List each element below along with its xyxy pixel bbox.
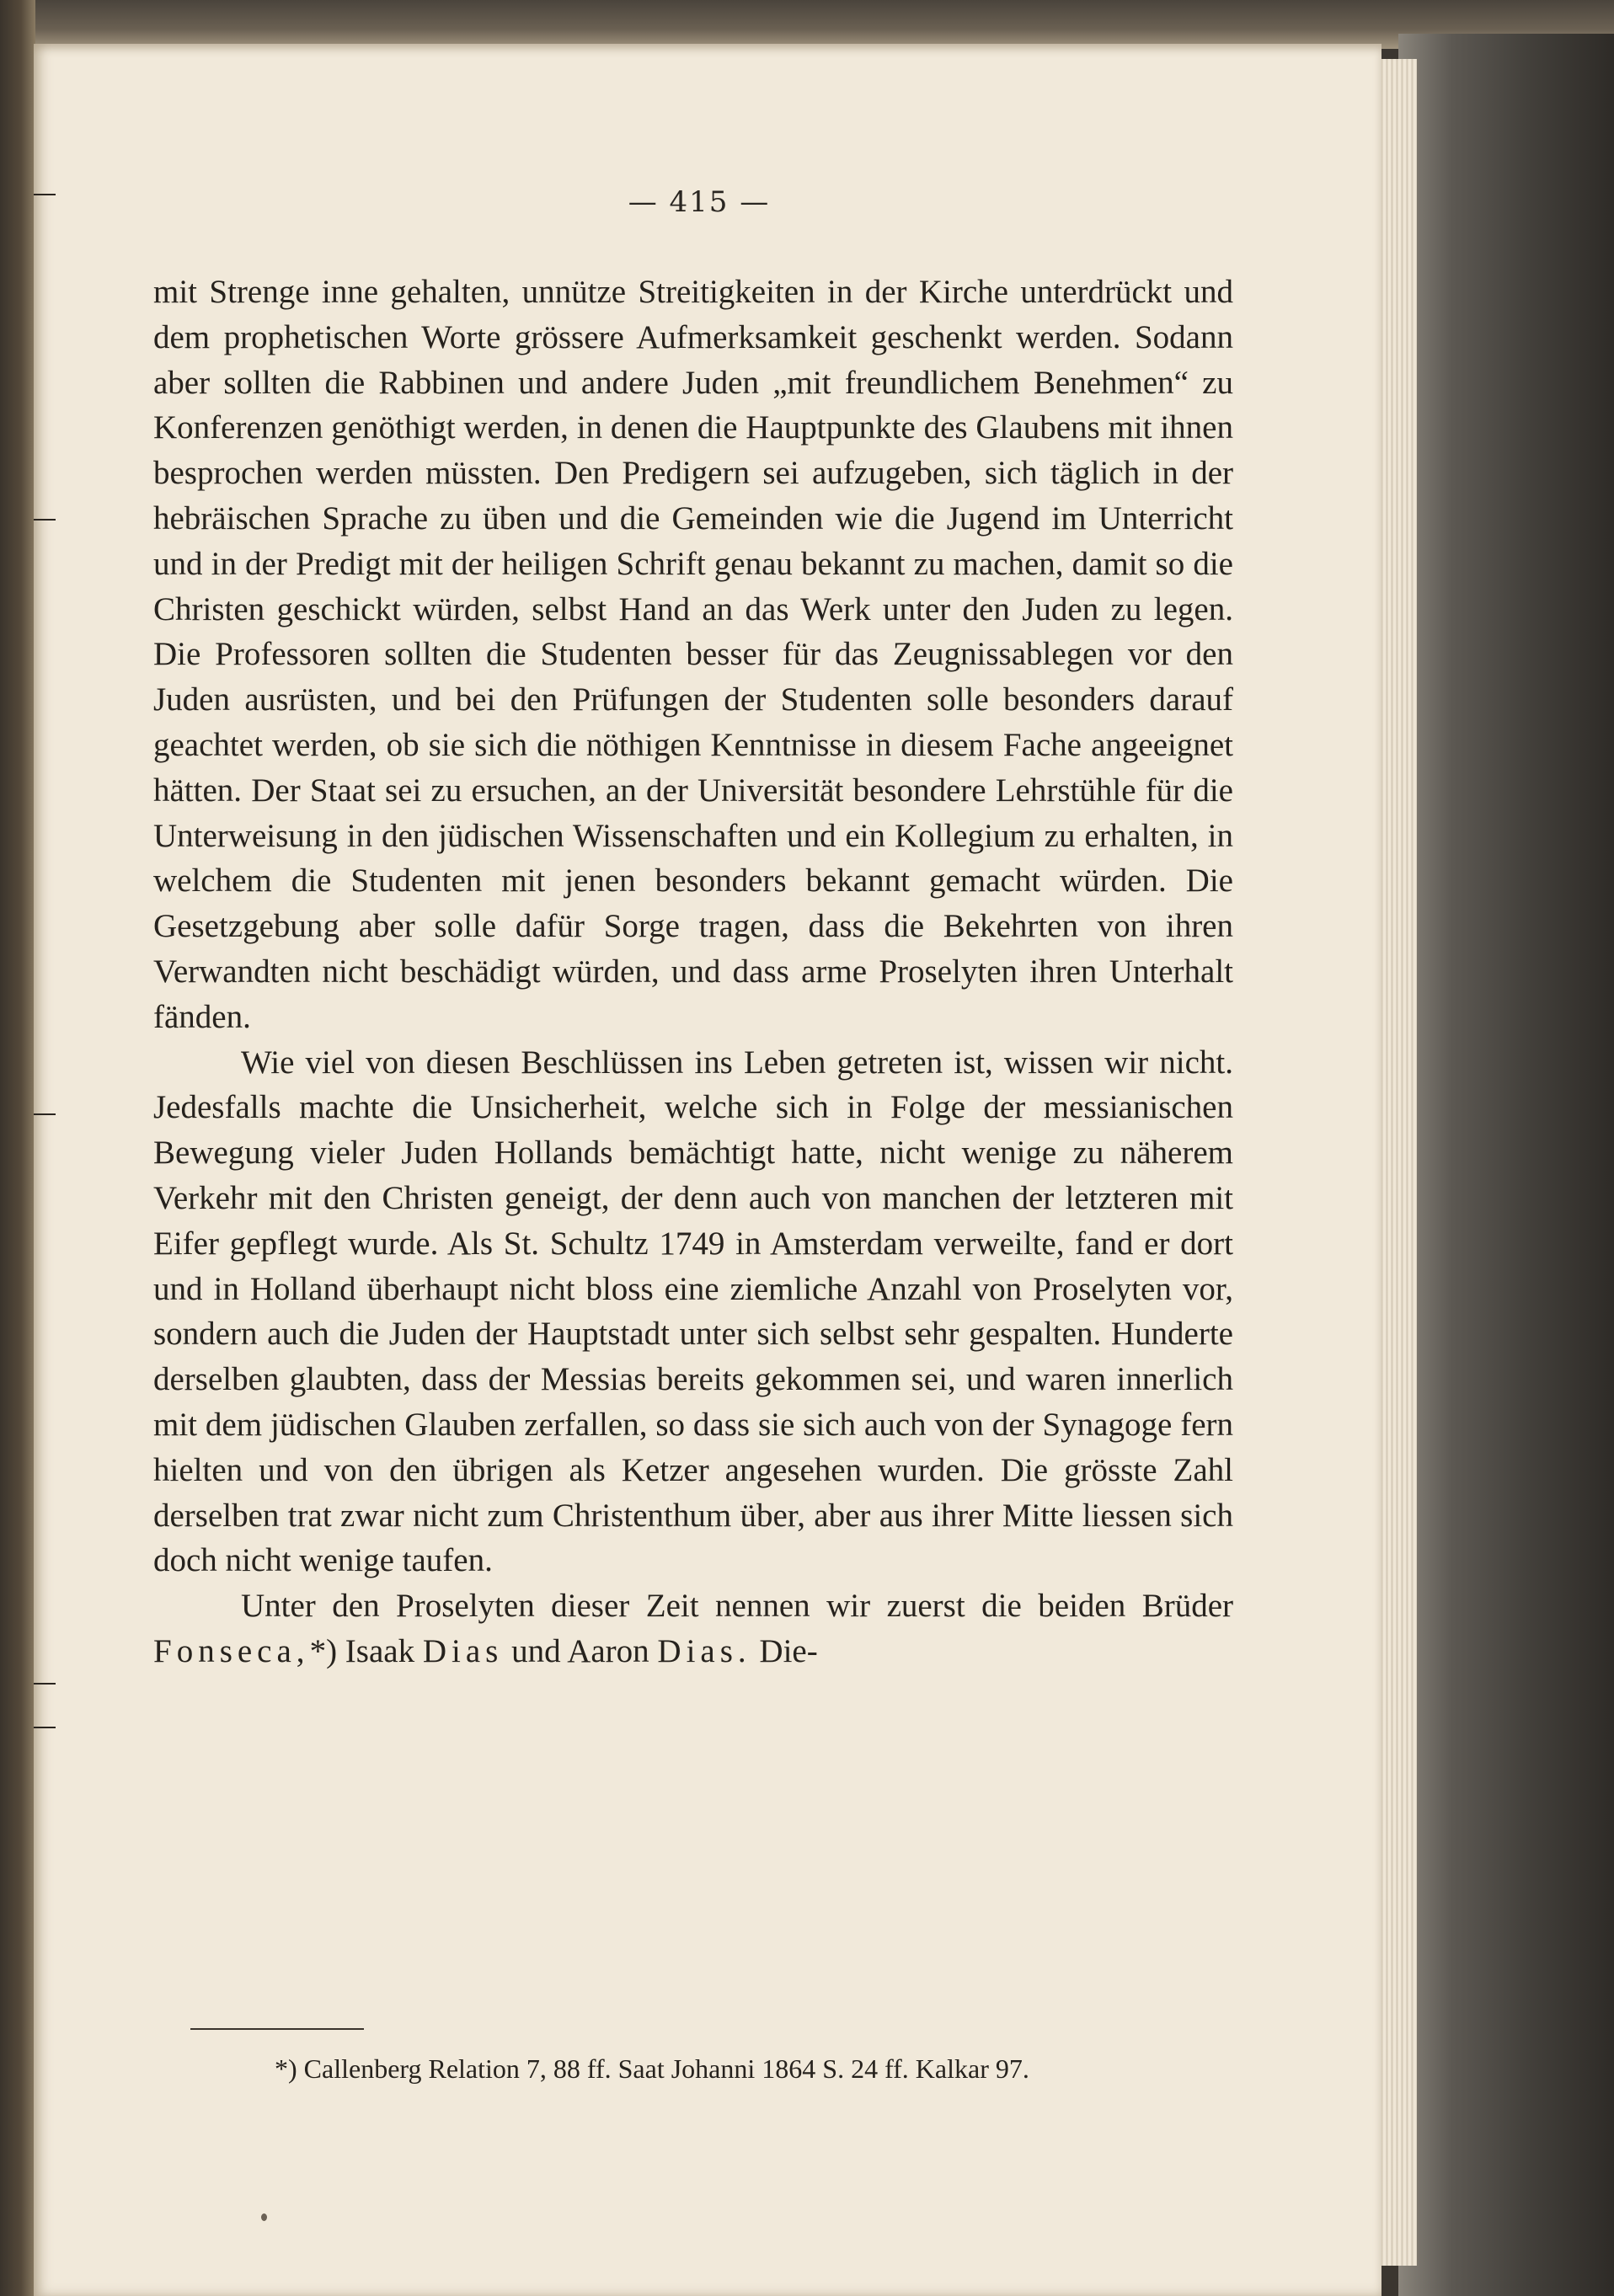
text-segment: Die- <box>751 1632 818 1669</box>
emphasized-name: Dias <box>422 1632 504 1669</box>
page-number: — 415 — <box>628 185 771 219</box>
text-segment: mit Strenge inne gehalten, unnütze Streitigkeiten in der Kirche unterdrückt und dem prophetischen Worte grössere Aufmerksamkeit geschenkt werden. Sodann aber sollten die Rabbinen und andere Juden „mit freundlichem Benehmen“ zu Konferenzen genöthigt werden, in denen die Hauptpunkte des Glaubens mit ihnen besprochen werden müssten. Den Predigern sei aufzugeben, sich täglich in der hebräischen Sprache zu üben und die Gemeinden wie die Jugend im Unterricht und in der Predigt mit der heiligen Schrift genau bekannt zu machen, damit so die Christen geschickt würden, selbst Hand an das Werk unter den Juden zu legen. Die Professoren sollten die Studenten besser für das Zeugnissablegen vor den Juden ausrüsten, und bei den Prüfungen der Studenten solle besonders darauf geachtet werden, ob sie sich die nöthigen Kenntnisse in diesem Fache angeeignet hätten. Der Staat sei zu ersuchen, an der Universität besondere Lehrstühle für die Unterweisung in den jüdischen Wissenschaften und ein Kollegium zu erhalten, in welchem die Studenten mit jenen besonders bekannt gemacht würden. Die Gesetzgebung aber solle dafür Sorge tragen, dass die Bekehrten von ihren Verwandten nicht beschädigt würden, und dass arme Proselyten ihren Unterhalt fänden. <box>153 274 1233 1035</box>
ink-speck <box>261 2213 267 2221</box>
emphasized-name: Fonseca, <box>153 1632 310 1669</box>
margin-mark <box>34 1113 56 1115</box>
page <box>34 44 1382 2296</box>
body-text <box>153 270 1233 1674</box>
emphasized-name: Dias. <box>657 1632 751 1669</box>
paragraph <box>153 1583 1233 1674</box>
margin-mark <box>34 519 56 521</box>
paragraph <box>153 270 1233 1040</box>
text-segment: und Aaron <box>503 1632 658 1669</box>
paragraph <box>153 1040 1233 1584</box>
left-binding-edge <box>0 0 35 2296</box>
margin-mark <box>34 1727 56 1728</box>
margin-mark <box>34 1683 56 1685</box>
top-binding-edge <box>0 0 1614 49</box>
text-segment: Unter den Proselyten dieser Zeit nennen wir zuerst die beiden Brüder <box>241 1588 1233 1625</box>
book-cover-edge <box>1398 34 1614 2296</box>
text-segment: Wie viel von diesen Beschlüssen ins Leben getreten ist, wissen wir nicht. Jedesfalls machte die Unsicherheit, welche sich in Folge der messianischen Bewegung vieler Juden Hollands bemächtigt hatte, nicht wenige zu näherem Verkehr mit den Christen geneigt, der denn auch von manchen der letzteren mit Eifer gepflegt wurde. Als St. Schultz 1749 in Amsterdam verweilte, fand er dort und in Holland überhaupt nicht bloss eine ziemliche Anzahl von Proselyten vor, sondern auch die Juden der Hauptstadt unter sich selbst sehr gespalten. Hunderte derselben glaubten, dass der Messias bereits gekommen sei, und waren innerlich mit dem jüdischen Glauben zerfallen, so dass sie sich auch von der Synagoge fern hielten und von den übrigen als Ketzer angesehen wurden. Die grösste Zahl derselben trat zwar nicht zum Christenthum über, aber aus ihrer Mitte liessen sich doch nicht wenige taufen. <box>153 1044 1233 1579</box>
text-segment: *) Isaak <box>309 1632 423 1669</box>
footnote-rule <box>190 2028 364 2030</box>
footnote: *) Callenberg Relation 7, 88 ff. Saat Johanni 1864 S. 24 ff. Kalkar 97. <box>275 2053 1029 2084</box>
